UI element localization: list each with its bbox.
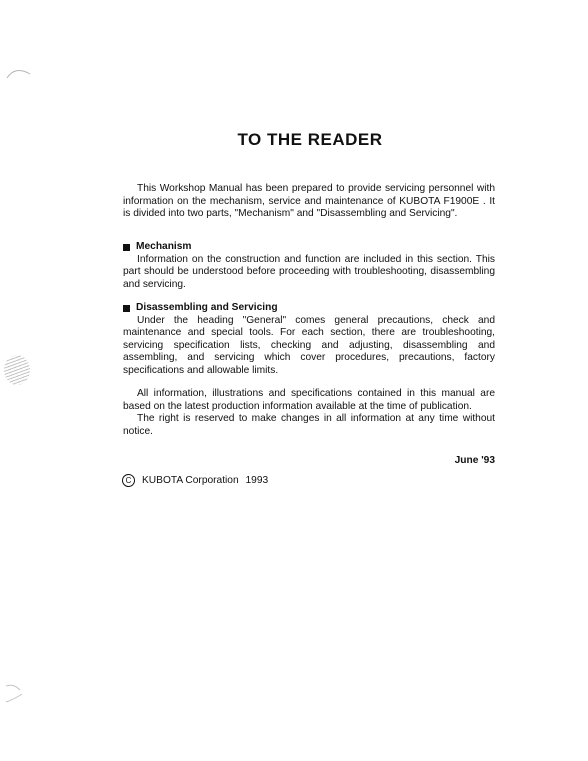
page-title: TO THE READER	[237, 130, 383, 149]
publication-date: June '93	[454, 455, 495, 466]
scan-artifact-middle	[4, 355, 30, 385]
section-heading	[123, 241, 495, 254]
intro-paragraph: This Workshop Manual has been prepared to provide servicing personnel with information on the mechanism, service and maintenance of KUBOTA F1900E . It is divided into two parts, "Mechanism" and "Disassembling and Servicing".	[123, 183, 495, 220]
section-disassembling	[123, 302, 495, 378]
copyright-icon: C	[122, 474, 135, 487]
info-paragraph: The right is reserved to make changes in all information at any time without notice.	[123, 413, 495, 437]
intro-paragraph-block	[123, 183, 495, 221]
section-heading	[123, 302, 495, 315]
section-heading-text: Disassembling and Servicing	[136, 302, 278, 313]
section-body: Information on the construction and function are included in this section. This part should be understood before proceeding with troubleshooting, disassembling and servicing.	[123, 253, 495, 290]
section-body: Under the heading "General" comes general precautions, check and maintenance and special tools. For each section, there are troubleshooting, servicing specification lists, checking and adjusting, disassembling and assembling, and servicing which cover procedures, precautions, factory specifications and allowable limits.	[123, 314, 495, 376]
bullet-square-icon	[123, 244, 130, 251]
copyright-company: KUBOTA Corporation	[142, 475, 239, 486]
info-paragraph: All information, illustrations and specifications contained in this manual are based on the latest production information available at the time of publication.	[123, 388, 495, 412]
bullet-square-icon	[123, 305, 130, 312]
copyright-text	[142, 475, 268, 486]
scan-artifact-top	[6, 66, 32, 80]
copyright-line	[122, 474, 268, 487]
info-paragraph-block	[123, 388, 495, 438]
section-heading-text: Mechanism	[136, 241, 192, 252]
scan-artifact-bottom	[4, 682, 24, 706]
section-mechanism	[123, 241, 495, 291]
copyright-year: 1993	[245, 475, 269, 486]
